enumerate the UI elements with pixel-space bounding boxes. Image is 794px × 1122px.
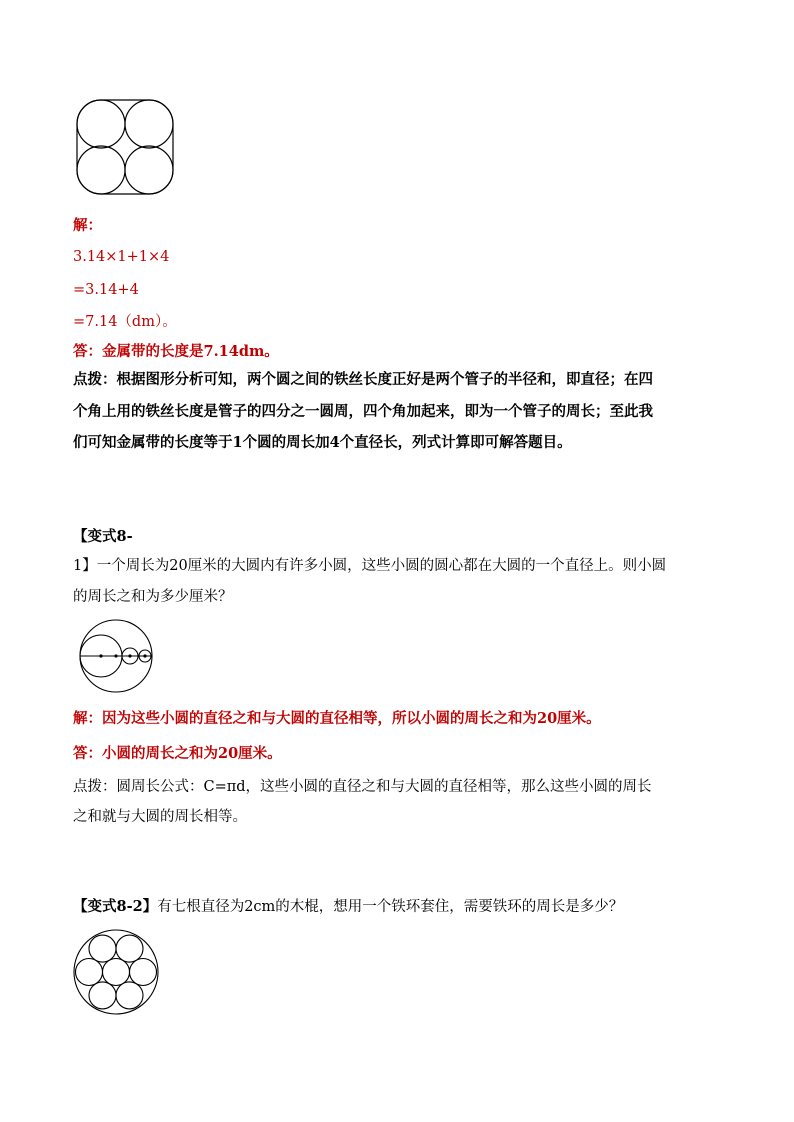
question-3-text: 有七根直径为2cm的木棍，想用一个铁环套住，需要铁环的周长是多少？ (157, 899, 624, 915)
center-dot-1 (99, 654, 102, 657)
hint-2-line-1: 点拨：圆周长公式：C=πd，这些小圆的直径之和与大圆的直径相等，那么这些小圆的周长 (73, 779, 652, 795)
variant-8-2-label: 【变式8-2】 (73, 898, 158, 915)
variant-8-1-title: 【变式8- (73, 528, 133, 545)
stick-bottom-left (89, 982, 116, 1009)
metal-band (77, 100, 173, 194)
solution-label: 解： (73, 217, 102, 234)
answer-2: 答：小圆的周长之和为20厘米。 (73, 745, 282, 762)
center-dot-2 (114, 654, 117, 657)
solution-2: 解：因为这些小圆的直径之和与大圆的直径相等，所以小圆的周长之和为20厘米。 (73, 710, 601, 727)
seven-sticks-figure (72, 928, 160, 1016)
hint-1-line-1: 点拨：根据图形分析可知，两个圆之间的铁丝长度正好是两个管子的半径和，即直径；在四 (73, 371, 653, 388)
circles-on-diameter-figure (74, 619, 160, 695)
stick-center (103, 959, 130, 986)
calc-line-1: 3.14×1+1×4 (73, 249, 170, 265)
stick-bottom-right (116, 982, 143, 1009)
center-dot-3 (128, 654, 131, 657)
calc-line-2: =3.14+4 (73, 282, 139, 298)
hint-1-line-3: 们可知金属带的长度等于1个圆的周长加4个直径长，列式计算即可解答题目。 (73, 434, 572, 451)
question-3-line (73, 897, 623, 917)
stick-left (76, 959, 103, 986)
stick-right (130, 959, 157, 986)
square-band-figure (74, 96, 178, 198)
answer-1: 答：金属带的长度是7.14dm。 (73, 343, 279, 360)
hint-1-line-2: 个角上用的铁丝长度是管子的四分之一圆周，四个角加起来，即为一个管子的周长；至此我 (73, 403, 653, 420)
stick-top-left (89, 935, 116, 962)
question-2-line-2: 的周长之和为多少厘米？ (73, 589, 233, 605)
calc-line-3: =7.14（dm）。 (73, 314, 177, 330)
hint-2-line-2: 之和就与大圆的周长相等。 (73, 809, 247, 825)
center-dot-4 (143, 654, 146, 657)
iron-ring (74, 930, 158, 1014)
question-2-line-1: 1】一个周长为20厘米的大圆内有许多小圆，这些小圆的圆心都在大圆的一个直径上。则小圆 (73, 558, 667, 574)
stick-top-right (116, 935, 143, 962)
